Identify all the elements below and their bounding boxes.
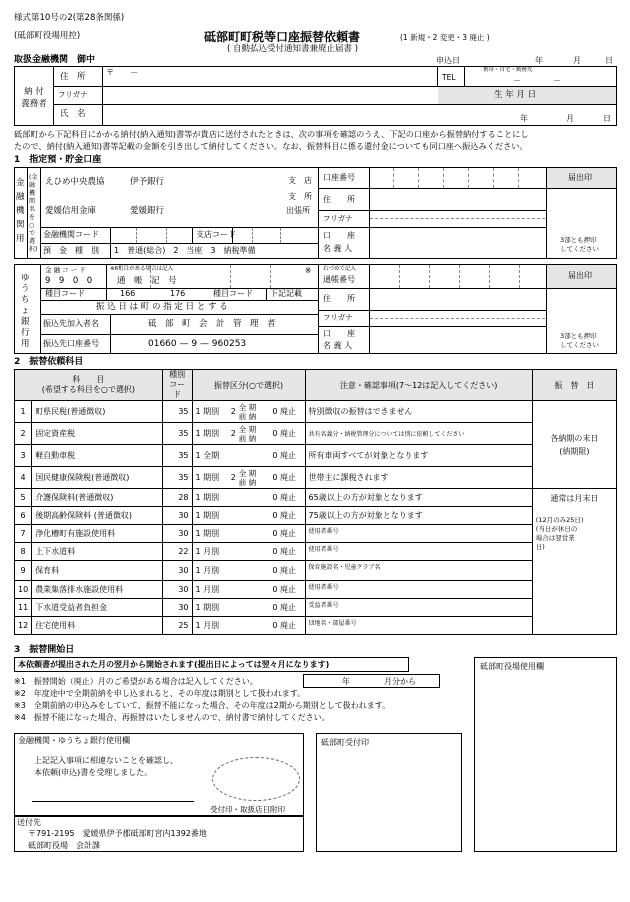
bank-holder-label-1: 口 座 [323, 231, 355, 240]
confirmation-note[interactable]: 使用者番号 [305, 581, 532, 599]
bank-option-ehime-chuo[interactable]: えひめ中央農協 [45, 177, 105, 187]
subject-row[interactable] [15, 561, 617, 581]
birth-month[interactable]: 月 [566, 114, 574, 123]
division-option-stop[interactable]: 0 廃止 [269, 507, 305, 525]
bank-seal-note-2: してください [560, 245, 599, 253]
send-to-title: 送付先 [17, 818, 41, 827]
division-option-1[interactable]: 1 期別 [192, 401, 228, 423]
form-title: 砥部町町税等口座振替依頼書 [204, 30, 361, 44]
subject-row[interactable] [15, 489, 617, 507]
row-number: 7 [15, 525, 32, 543]
bank-stamp-area[interactable] [212, 757, 300, 801]
subject-name[interactable]: 浄化槽町有施設使用料 [32, 525, 162, 543]
yucho-kind-value: 下記記載 [270, 289, 302, 298]
start-note-1: ※1 振替開始（廃止）月のご希望がある場合は記入してください。 [14, 677, 258, 686]
bank-use-confirm-2: 本依頼(申込)書を受理しました。 [34, 768, 153, 777]
application-date-label: 申込日 [436, 56, 460, 65]
yucho-item-code-value: 166 [120, 289, 136, 298]
yucho-symbol-note: ※6桁目がある場合は記入 [110, 266, 174, 272]
division-option-2[interactable] [228, 445, 270, 467]
addressee: 取扱金融機関 御中 [14, 55, 96, 65]
row-number: 11 [15, 599, 32, 617]
payer-tel-field[interactable]: － － [513, 76, 561, 85]
subject-name[interactable]: 住宅使用料 [32, 617, 162, 635]
payer-name-input[interactable] [103, 105, 436, 125]
bank-holder-label-2: 名 義 人 [323, 244, 353, 253]
confirmation-note: 所有車両すべてが対象となります [305, 445, 532, 467]
yucho-holder-name-input[interactable] [370, 327, 546, 353]
payer-tel-label: TEL [442, 73, 456, 82]
division-option-1[interactable]: 1 月別 [192, 581, 228, 599]
subject-code: 35 [162, 401, 192, 423]
bank-holder-address-label: 住 所 [323, 195, 355, 204]
subject-name[interactable]: 後期高齢保険料 (普通徴収) [32, 507, 162, 525]
type-options[interactable]: (1 新規・2 変更・3 廃止 ) [400, 33, 490, 42]
transfer-date-note-monthly: 通常は月末日 (12月のみ25日) (当日が休日の 場合は翌営業 日) [532, 489, 616, 635]
division-option-1[interactable]: 1 期別 [192, 599, 228, 617]
application-year[interactable]: 年 [535, 56, 543, 65]
branch-code-label: 支店コード [196, 230, 236, 239]
yucho-number-input[interactable] [370, 265, 546, 288]
yucho-transfer-notice: 振 込 日 は 町 の 指 定 日 と す る [96, 302, 228, 312]
division-option-stop[interactable]: 0 廃止 [269, 467, 305, 489]
division-option-1[interactable]: 1 期別 [192, 467, 228, 489]
bank-holder-furigana-label: フリガナ [323, 214, 353, 223]
subject-row[interactable] [15, 423, 617, 445]
subject-code: 22 [162, 543, 192, 561]
confirmation-note[interactable]: 保育施設名・児童クラブ名 [305, 561, 532, 581]
payer-birth-label: 生 年 月 日 [494, 90, 537, 100]
application-day[interactable]: 日 [605, 56, 613, 65]
yucho-item-code-value2: 176 [170, 289, 186, 298]
transfer-date-note: 各納期の末日 (納期限) [532, 401, 616, 489]
section3-title: 3 振替開始日 [14, 645, 75, 655]
yucho-payee-label: 振込先加入者名 [43, 319, 99, 328]
division-option-2[interactable] [228, 507, 270, 525]
subject-name[interactable]: 保育料 [32, 561, 162, 581]
start-month-field[interactable] [303, 674, 440, 688]
yucho-item-code-label: 種目コード [45, 289, 85, 298]
yucho-seal-note-1: 3部とも押印 [560, 332, 597, 340]
row-number: 8 [15, 543, 32, 561]
town-receipt-box [316, 733, 462, 852]
start-notice: 本依頼書が提出された月の翌月から開始されます(提出日によっては翌々月になります) [18, 660, 330, 669]
row-number: 5 [15, 489, 32, 507]
subject-header: 科 目 (希望する科目を○で選択) [15, 370, 163, 401]
subject-code: 25 [162, 617, 192, 635]
division-option-stop[interactable]: 0 廃止 [269, 599, 305, 617]
division-option-1[interactable]: 1 月別 [192, 561, 228, 581]
subject-code: 30 [162, 561, 192, 581]
division-option-stop[interactable]: 0 廃止 [269, 581, 305, 599]
bank-use-confirm-1: 上記記入事項に相違ないことを確認し、 [34, 756, 178, 765]
payer-furigana-label: フリガナ [58, 90, 88, 99]
division-option-1[interactable]: 1 期別 [192, 423, 228, 445]
subject-code: 35 [162, 423, 192, 445]
subject-row[interactable] [15, 445, 617, 467]
confirmation-note: 65歳以上の方が対象となります [305, 489, 532, 507]
subject-code: 30 [162, 525, 192, 543]
branch-option-shisho[interactable]: 支 所 [288, 192, 312, 201]
subject-name[interactable]: 農業集落排水施設使用料 [32, 581, 162, 599]
division-option-1[interactable]: 1 期別 [192, 507, 228, 525]
town-receipt-title: 砥部町受付印 [321, 738, 369, 747]
start-month-label: 月分から [384, 677, 416, 686]
bank-option-ehime[interactable]: 愛媛銀行 [130, 206, 165, 216]
yucho-payee-value: 砥 部 町 会 計 管 理 者 [148, 319, 276, 329]
start-note-2: ※2 年度途中で全期前納を申し込まれると、その年度は期別として扱われます。 [14, 689, 306, 698]
division-option-stop[interactable]: 0 廃止 [269, 423, 305, 445]
division-option-stop[interactable]: 0 廃止 [269, 525, 305, 543]
division-option-2[interactable] [228, 599, 270, 617]
division-option-2[interactable] [228, 617, 270, 635]
section2-title: 2 振替依頼科目 [14, 357, 84, 367]
yucho-code-value: 9 9 0 0 [45, 276, 93, 286]
subject-code: 30 [162, 599, 192, 617]
division-header: 振替区分(○で選択) [192, 370, 305, 401]
send-to-office: 砥部町役場 会計課 [28, 841, 100, 850]
subject-row[interactable] [15, 581, 617, 599]
bank-seal-label: 届出印 [568, 173, 592, 182]
date-header: 振 替 日 [532, 370, 616, 401]
section1-title: 1 指定預・貯金口座 [14, 155, 102, 165]
division-option-1[interactable]: 1 月別 [192, 543, 228, 561]
row-number: 9 [15, 561, 32, 581]
confirmation-note: 世帯主に課税されます [305, 467, 532, 489]
yucho-star: ※ [305, 266, 312, 275]
subject-row[interactable] [15, 599, 617, 617]
bank-vertical-label: 金融機関用 [16, 178, 25, 244]
code-header: 種別 コード [162, 370, 192, 401]
yucho-holder-address-label: 住 所 [323, 294, 355, 303]
division-option-2[interactable] [228, 543, 270, 561]
subject-row[interactable] [15, 543, 617, 561]
confirmation-note: 共有名義分・納税管理分については別に依頼してください [305, 423, 532, 445]
payer-section-label: 納 付 義務者 [21, 87, 47, 109]
town-use-label: 砥部町役場使用欄 [480, 662, 544, 671]
birth-day[interactable]: 日 [603, 114, 611, 123]
subject-code: 35 [162, 467, 192, 489]
copy-label: (砥部町役場用控) [14, 31, 81, 41]
bank-seal-area[interactable] [547, 189, 616, 235]
confirmation-note[interactable]: 使用者番号 [305, 543, 532, 561]
town-use-box [474, 657, 617, 852]
division-option-2[interactable] [228, 581, 270, 599]
bank-option-iyo[interactable]: 伊予銀行 [130, 177, 165, 187]
bank-sub-label: (金融機関名を○で選択) [29, 174, 38, 253]
division-option-2[interactable] [228, 561, 270, 581]
subject-code: 30 [162, 581, 192, 599]
subject-name[interactable]: 軽自動車税 [32, 445, 162, 467]
division-option-stop[interactable]: 0 廃止 [269, 561, 305, 581]
yucho-seal-note-2: してください [560, 341, 599, 349]
yucho-holder-label-2: 名 義 人 [323, 341, 353, 350]
division-option-2[interactable] [228, 525, 270, 543]
payer-address-label: 住 所 [60, 72, 86, 82]
subject-name[interactable]: 介護保険料(普通徴収) [32, 489, 162, 507]
division-option-stop[interactable]: 0 廃止 [269, 543, 305, 561]
bank-seal-note-1: 3部とも押印 [560, 236, 597, 244]
yucho-symbol-label: 通 帳 記 号 [117, 276, 177, 286]
row-number: 10 [15, 581, 32, 599]
institution-code-label: 金融機関コード [43, 230, 99, 239]
subject-name[interactable]: 下水道受益者負担金 [32, 599, 162, 617]
division-option-1[interactable]: 1 月別 [192, 617, 228, 635]
deposit-type-options[interactable]: 1 普通(総合) 2 当座 3 納税準備 [114, 246, 256, 255]
bank-use-title: 金融機関・ゆうちょ銀行使用欄 [18, 736, 130, 745]
send-to-address: 〒791-2195 愛媛県伊予郡砥部町宮内1392番地 [28, 829, 207, 838]
subject-name[interactable]: 上下水道料 [32, 543, 162, 561]
subject-row[interactable] [15, 467, 617, 489]
subject-name[interactable]: 町県民税(普通徴収) [32, 401, 162, 423]
application-month[interactable]: 月 [573, 56, 581, 65]
account-number-input[interactable] [370, 168, 546, 188]
notice-line1: 砥部町から下記科目にかかる納付(納入通知)書等が貴店に送付されたときは、次の事項を確認のうえ、下記の口座から振替納付することにし [14, 129, 529, 139]
division-option-2[interactable]: 2 全 期 前 納 [228, 401, 270, 423]
yucho-seal-label: 届出印 [568, 271, 592, 280]
confirmation-note[interactable]: 団地名・部屋番号 [305, 617, 532, 635]
division-option-2[interactable]: 2 全 期 前 納 [228, 423, 270, 445]
yucho-holder-furigana-label: フリガナ [323, 313, 353, 322]
birth-year[interactable]: 年 [520, 114, 528, 123]
subject-row[interactable] [15, 507, 617, 525]
division-option-1[interactable]: 1 全期 [192, 445, 228, 467]
subject-code: 35 [162, 445, 192, 467]
row-number: 3 [15, 445, 32, 467]
notes-header: 注意・確認事項(7～12は記入してください) [305, 370, 532, 401]
form-number: 様式第10号の2(第28条関係) [14, 13, 125, 23]
row-number: 2 [15, 423, 32, 445]
confirmation-note[interactable]: 受益者番号 [305, 599, 532, 617]
deposit-type-label: 預 金 種 別 [43, 246, 99, 255]
subject-code: 28 [162, 489, 192, 507]
yucho-holder-label-1: 口 座 [323, 329, 355, 338]
row-number: 6 [15, 507, 32, 525]
confirmation-note: 75歳以上の方が対象となります [305, 507, 532, 525]
yucho-number-label: 通帳番号 [323, 275, 355, 284]
yucho-vertical-label: ゆうちょ銀行用 [21, 273, 30, 349]
bank-option-ehime-shinkin[interactable]: 愛媛信用金庫 [45, 206, 97, 216]
bank-stamp-label: 受付印・取扱店日附印 [210, 805, 285, 814]
yucho-payee-account-label: 振込先口座番号 [43, 339, 99, 348]
division-option-stop[interactable]: 0 廃止 [269, 489, 305, 507]
account-number-label: 口座番号 [323, 173, 355, 182]
notice-line2: たので、納付(納入通知)書等記載の金額を引き出して納付してください。なお、振替科目に係る還付金についても同口座へ振込みください。 [14, 141, 528, 151]
branch-option-shutcho[interactable]: 出張所 [286, 206, 310, 215]
payer-name-label: 氏 名 [60, 109, 86, 119]
row-number: 1 [15, 401, 32, 423]
subjects-table [14, 369, 617, 635]
subject-row[interactable] [15, 525, 617, 543]
start-note-4: ※4 振替不能になった場合、再振替はいたしませんので、納付書で納付してください。 [14, 713, 330, 722]
subject-code: 30 [162, 507, 192, 525]
payer-postal-field[interactable]: 〒 － [106, 68, 138, 77]
start-month-year: 年 [342, 677, 350, 686]
bank-holder-name-input[interactable] [370, 228, 546, 258]
division-option-2[interactable]: 2 全 期 前 納 [228, 467, 270, 489]
division-option-2[interactable] [228, 489, 270, 507]
confirmation-note[interactable]: 使用者番号 [305, 525, 532, 543]
payer-furigana-input[interactable] [103, 87, 436, 104]
subject-row[interactable] [15, 617, 617, 635]
division-option-1[interactable]: 1 期別 [192, 525, 228, 543]
yucho-seal-area[interactable] [547, 289, 616, 331]
division-option-1[interactable]: 1 期別 [192, 489, 228, 507]
branch-option-shiten[interactable]: 支 店 [288, 176, 312, 185]
confirmation-note: 特別徴収の振替はできません [305, 401, 532, 423]
start-note-3: ※3 全期前納の申込みをしていて、振替不能になった場合、その年度は2期から期別として扱われます。 [14, 701, 391, 710]
yucho-number-note: 右づめで記入 [323, 266, 357, 272]
yucho-kind-label: 種目コード [213, 289, 253, 298]
division-option-stop[interactable]: 0 廃止 [269, 617, 305, 635]
payer-tel-note: 携帯・自宅・勤務先 [483, 67, 533, 73]
subject-row[interactable] [15, 401, 617, 423]
division-option-stop[interactable]: 0 廃止 [269, 445, 305, 467]
row-number: 4 [15, 467, 32, 489]
subject-name[interactable]: 国民健康保険税(普通徴収) [32, 467, 162, 489]
form-subtitle: ( 自動払込受付通知書兼廃止届書 ) [227, 44, 359, 54]
subject-name[interactable]: 固定資産税 [32, 423, 162, 445]
yucho-payee-account-value: 01660 — 9 — 960253 [148, 339, 247, 349]
row-number: 12 [15, 617, 32, 635]
yucho-code-label: 金 融 コ ー ド [45, 266, 86, 274]
division-option-stop[interactable]: 0 廃止 [269, 401, 305, 423]
